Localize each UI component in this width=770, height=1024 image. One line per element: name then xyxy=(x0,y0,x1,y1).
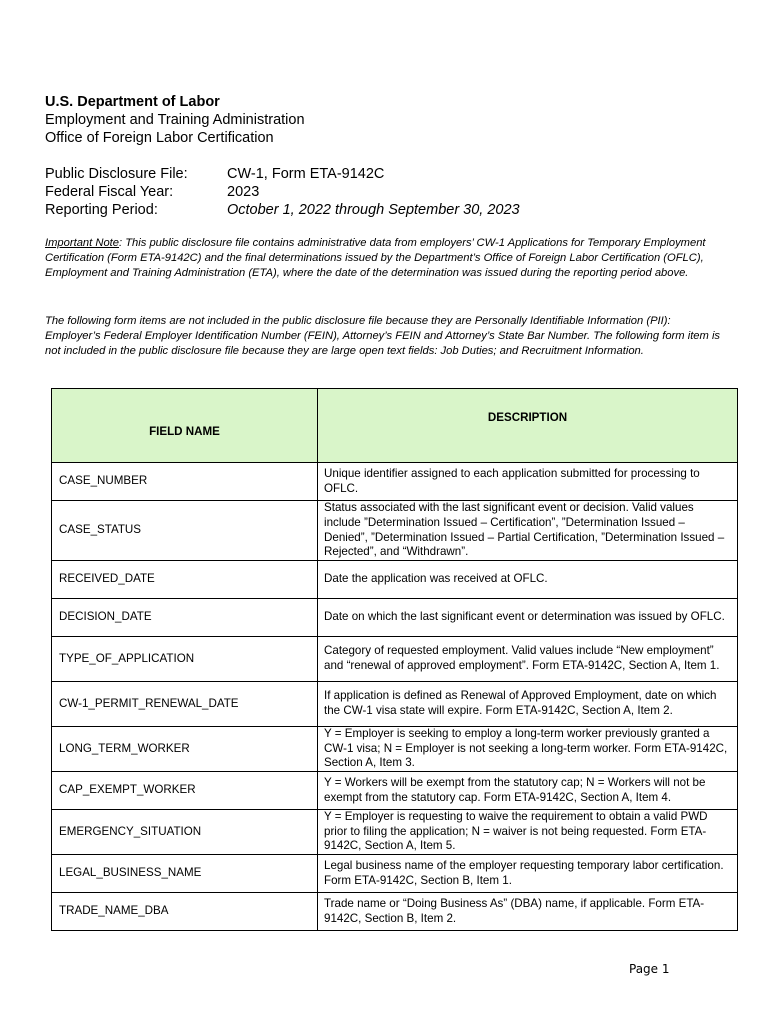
field-name-cell: RECEIVED_DATE xyxy=(52,561,318,599)
page-number: Page 1 xyxy=(629,962,670,976)
field-name-cell: EMERGENCY_SITUATION xyxy=(52,810,318,855)
field-description-cell: Trade name or “Doing Business As” (DBA) name, if applicable. Form ETA-9142C, Section B, Item 2. xyxy=(318,893,738,931)
table-row xyxy=(52,855,738,893)
table-row xyxy=(52,599,738,637)
table-row xyxy=(52,637,738,682)
field-description-cell: Y = Employer is requesting to waive the requirement to obtain a valid PWD prior to filing the application; N = waiver is not being requested. Form ETA-9142C, Section A, Item 5. xyxy=(318,810,738,855)
field-name-cell: CAP_EXEMPT_WORKER xyxy=(52,772,318,810)
field-description-cell: If application is defined as Renewal of Approved Employment, date on which the CW-1 visa state will expire. Form ETA-9142C, Section A, Item 2. xyxy=(318,682,738,727)
document-header xyxy=(45,93,305,147)
field-name-cell: CASE_STATUS xyxy=(52,501,318,561)
meta-label: Public Disclosure File: xyxy=(45,166,188,182)
meta-value: 2023 xyxy=(227,184,260,200)
meta-row-reporting-period xyxy=(45,201,520,219)
field-description-cell: Date on which the last significant event or determination was issued by OFLC. xyxy=(318,599,738,637)
column-header-field-name: FIELD NAME xyxy=(52,389,318,463)
table-row xyxy=(52,463,738,501)
table-row xyxy=(52,772,738,810)
table-row xyxy=(52,682,738,727)
table-row xyxy=(52,727,738,772)
field-description-cell: Y = Employer is seeking to employ a long-term worker previously granted a CW-1 visa; N = Employer is not seeking a long-term worker. Form ETA-9142C, Section A, Item 3. xyxy=(318,727,738,772)
field-name-cell: LEGAL_BUSINESS_NAME xyxy=(52,855,318,893)
field-description-cell: Legal business name of the employer requesting temporary labor certification. Form ETA-9142C, Section B, Item 1. xyxy=(318,855,738,893)
field-description-cell: Unique identifier assigned to each application submitted for processing to OFLC. xyxy=(318,463,738,501)
table-row xyxy=(52,561,738,599)
table-row xyxy=(52,893,738,931)
excluded-items-note: The following form items are not included in the public disclosure file because they are Personally Identifiable Information (PII): Employer’s Federal Employer Identification Number (FEIN), Attorney’s FEIN and Attorney’s State Bar Number. The following form item is not included in the public disclosure file because they are large open text fields: Job Duties; and Recruitment Information. xyxy=(45,315,721,357)
field-description-cell: Date the application was received at OFLC. xyxy=(318,561,738,599)
field-name-cell: DECISION_DATE xyxy=(52,599,318,637)
field-name-cell: CW-1_PERMIT_RENEWAL_DATE xyxy=(52,682,318,727)
agency-name: U.S. Department of Labor xyxy=(45,94,220,110)
file-metadata xyxy=(45,165,520,219)
field-name-cell: CASE_NUMBER xyxy=(52,463,318,501)
field-name-cell: TYPE_OF_APPLICATION xyxy=(52,637,318,682)
meta-value: October 1, 2022 through September 30, 2023 xyxy=(227,202,520,218)
important-note-label: Important Note xyxy=(45,237,119,249)
field-description-cell: Status associated with the last significant event or decision. Valid values include ”Determination Issued – Certification”, ”Determination Issued – Denied”, ”Determination Issued – Partial Certification, ”Determination Issued – Rejected”, and “Withdrawn”. xyxy=(318,501,738,561)
field-description-cell: Y = Workers will be exempt from the statutory cap; N = Workers will not be exempt from the statutory cap. Form ETA-9142C, Section A, Item 4. xyxy=(318,772,738,810)
column-header-description: DESCRIPTION xyxy=(318,389,738,463)
important-note-text: : This public disclosure file contains administrative data from employers’ CW-1 Applications for Temporary Employment Certification (Form ETA-9142C) and the final determinations issued by the Department’s Office of Foreign Labor Certification (OFLC), Employment and Training Administration (ETA), where the date of the determination was issued during the reporting period above. xyxy=(45,237,706,279)
field-table xyxy=(51,388,738,931)
office-name: Office of Foreign Labor Certification xyxy=(45,130,274,146)
field-name-cell: TRADE_NAME_DBA xyxy=(52,893,318,931)
field-description-cell: Category of requested employment. Valid values include “New employment” and “renewal of approved employment”. Form ETA-9142C, Section A, Item 1. xyxy=(318,637,738,682)
field-name-cell: LONG_TERM_WORKER xyxy=(52,727,318,772)
table-row xyxy=(52,501,738,561)
meta-row-file xyxy=(45,165,520,183)
meta-label: Federal Fiscal Year: xyxy=(45,184,174,200)
table-row xyxy=(52,810,738,855)
table-body xyxy=(52,463,738,931)
meta-row-fiscal-year xyxy=(45,183,520,201)
meta-value: CW-1, Form ETA-9142C xyxy=(227,166,385,182)
meta-label: Reporting Period: xyxy=(45,202,158,218)
administration-name: Employment and Training Administration xyxy=(45,112,305,128)
important-note xyxy=(45,236,725,281)
table-header-row xyxy=(52,389,738,463)
